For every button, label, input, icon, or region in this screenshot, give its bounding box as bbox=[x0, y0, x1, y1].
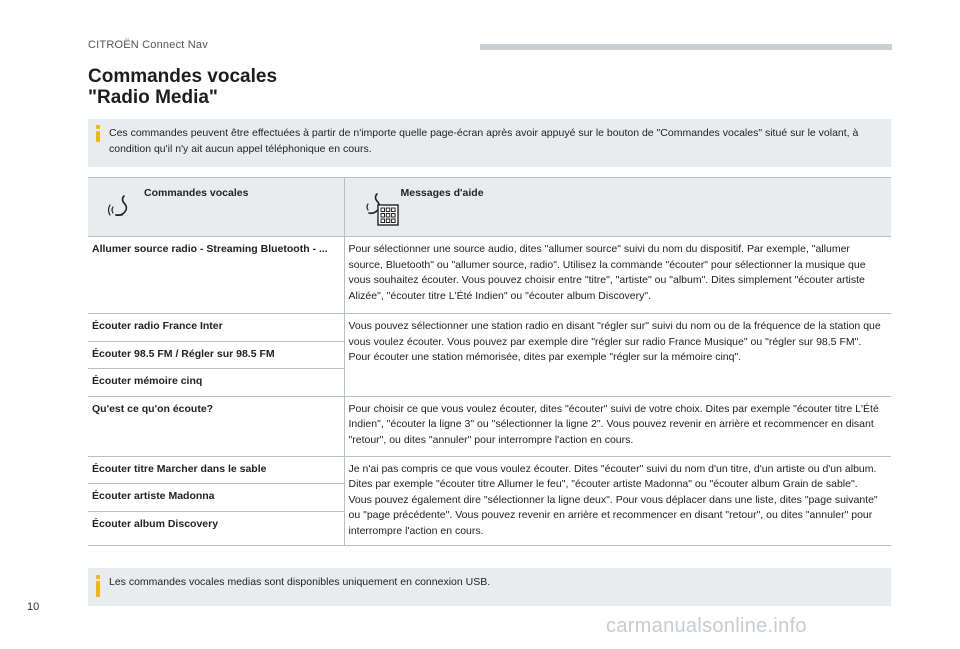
header-help-messages bbox=[344, 178, 891, 237]
voice-commands-table bbox=[88, 177, 891, 546]
info-note-top bbox=[88, 119, 891, 167]
header-bar bbox=[480, 44, 892, 50]
page-title bbox=[88, 66, 277, 108]
header-help-label: Messages d'aide bbox=[400, 187, 484, 199]
info-icon bbox=[96, 125, 101, 142]
help-cell: Pour choisir ce que vous voulez écouter, dites "écouter" suivi de votre choix. Dites par exemple "écouter titre L'Été Indien", "écouter la ligne 3" ou "sélectionner la ligne 2". Vous pouvez revenir en arrière et recommencer en disant "retour", ou dites "annuler" pour interrompre l'action en cours. bbox=[344, 396, 891, 456]
command-cell: Écouter 98.5 FM / Régler sur 98.5 FM bbox=[88, 341, 344, 369]
command-cell: Écouter artiste Madonna bbox=[88, 484, 344, 512]
help-cell: Pour sélectionner une source audio, dites "allumer source" suivi du nom du dispositif. Par exemple, "allumer source, Bluetooth" ou "allumer source, radio". Utilisez la commande "écouter" pour sélectionner la musique que vous souhaitez écouter. Vous pouvez choisir entre "titre", "artiste" ou "album". Dites simplement "écouter artiste Alizée", "écouter titre L'Été Indien" ou "écouter album Discovery". bbox=[344, 237, 891, 314]
table-row bbox=[88, 396, 891, 456]
command-cell: Écouter radio France Inter bbox=[88, 314, 344, 342]
info-note-text: Les commandes vocales medias sont disponibles uniquement en connexion USB. bbox=[109, 576, 491, 588]
help-message-icon bbox=[365, 190, 401, 228]
command-cell: Qu'est ce qu'on écoute? bbox=[88, 396, 344, 456]
help-cell: Je n'ai pas compris ce que vous voulez écouter. Dites "écouter" suivi du nom d'un titre, d'un artiste ou d'un album. Dites par exemple "écouter titre Allumer le feu", "écouter artiste Madonna" ou "écouter album Grain de sable". Vous pouvez également dire "sélectionner la ligne deux". Pour vous déplacer dans une liste, dites "page suivante" ou "page précédente". Vous pouvez revenir en arrière et recommencer en disant "retour", ou dites "annuler" pour interrompre l'action en cours. bbox=[344, 456, 891, 546]
info-icon bbox=[96, 575, 101, 597]
help-cell: Vous pouvez sélectionner une station radio en disant "régler sur" suivi du nom ou de la fréquence de la station que vous voulez écouter. Vous pouvez par exemple dire "régler sur radio France Musique" ou "régler sur 98.5 FM". Pour écouter une station mémorisée, dites par exemple "régler sur la mémoire cinq". bbox=[344, 314, 891, 397]
header-commands-label: Commandes vocales bbox=[144, 187, 249, 199]
page-title-line-1: Commandes vocales bbox=[88, 66, 278, 87]
table-header-row bbox=[88, 178, 891, 237]
table-row bbox=[88, 314, 891, 342]
command-cell: Écouter titre Marcher dans le sable bbox=[88, 456, 344, 484]
header-commands bbox=[88, 178, 344, 237]
command-cell: Écouter mémoire cinq bbox=[88, 369, 344, 397]
voice-command-icon bbox=[108, 190, 142, 226]
table-row bbox=[88, 237, 891, 314]
info-note-text: Ces commandes peuvent être effectuées à partir de n'importe quelle page-écran après avoir appuyé sur le bouton de "Commandes vocales" situé sur le volant, à condition qu'il n'y ait aucun appel téléphonique en cours. bbox=[109, 127, 859, 155]
table-row bbox=[88, 456, 891, 484]
page-title-line-2: "Radio Media" bbox=[88, 87, 218, 108]
info-note-bottom bbox=[88, 568, 891, 606]
page-number: 10 bbox=[27, 601, 40, 613]
watermark: carmanualsonline.info bbox=[606, 615, 807, 637]
brand-header: CITROËN Connect Nav bbox=[88, 39, 208, 51]
command-cell: Écouter album Discovery bbox=[88, 512, 344, 546]
command-cell: Allumer source radio - Streaming Bluetooth - ... bbox=[88, 237, 344, 314]
